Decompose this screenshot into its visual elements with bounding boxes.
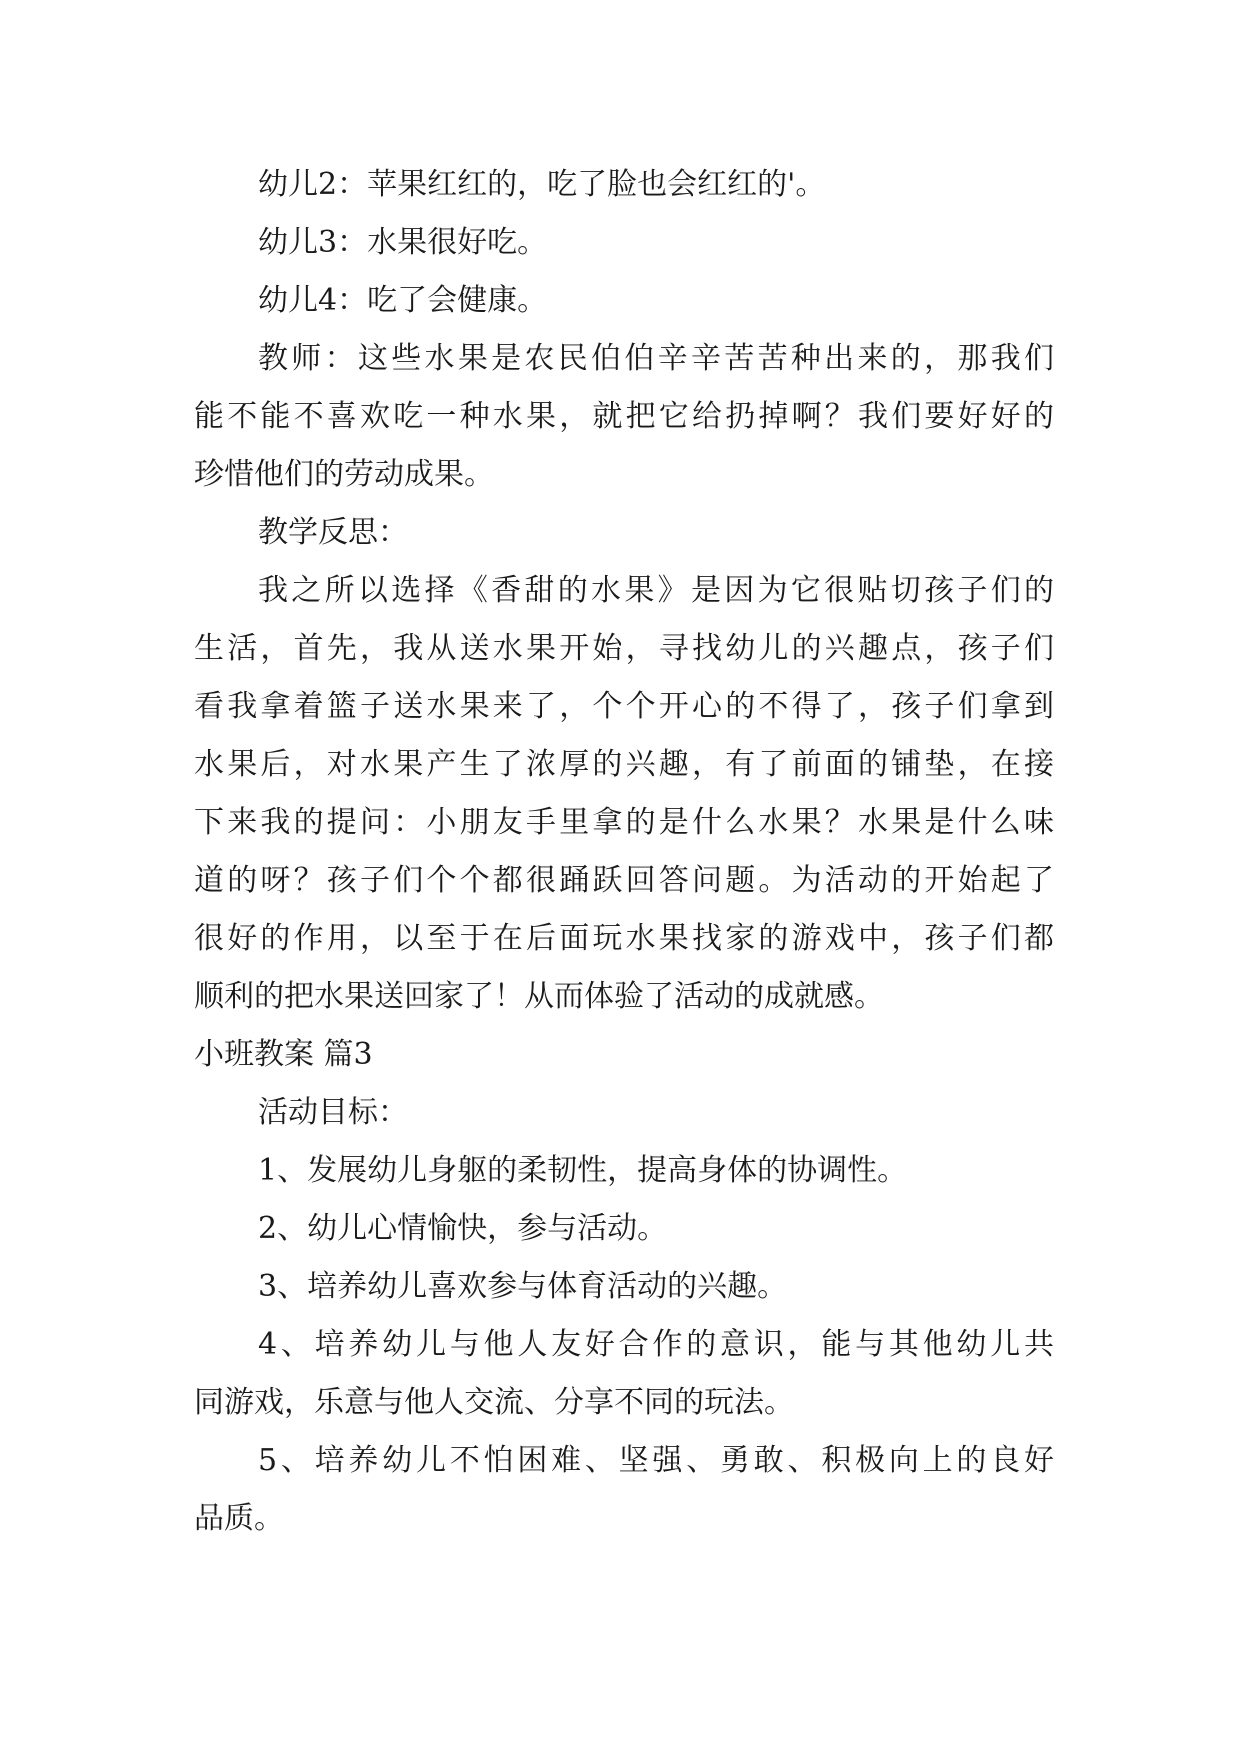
list-item: 2、幼儿心情愉快，参与活动。 <box>258 1211 668 1246</box>
list-item: 4、培养幼儿与他人友好合作的意识，能与其他幼儿共 <box>258 1327 1054 1362</box>
list-item-continuation: 品质。 <box>194 1501 284 1536</box>
paragraph-line: 能不能不喜欢吃一种水果，就把它给扔掉啊？我们要好好的 <box>194 399 1054 434</box>
list-item: 1、发展幼儿身躯的柔韧性，提高身体的协调性。 <box>258 1153 908 1188</box>
paragraph-line: 道的呀？孩子们个个都很踊跃回答问题。为活动的开始起了 <box>194 863 1054 898</box>
paragraph-line: 顺利的把水果送回家了！从而体验了活动的成就感。 <box>194 979 884 1014</box>
dialogue-line: 幼儿4：吃了会健康。 <box>258 283 548 318</box>
paragraph-line: 生活，首先，我从送水果开始，寻找幼儿的兴趣点，孩子们 <box>194 631 1054 666</box>
paragraph-line: 教师：这些水果是农民伯伯辛辛苦苦种出来的，那我们 <box>258 341 1054 376</box>
section-heading: 教学反思： <box>258 515 408 550</box>
page-section-title: 小班教案 篇3 <box>194 1037 373 1072</box>
paragraph-line: 很好的作用，以至于在后面玩水果找家的游戏中，孩子们都 <box>194 921 1054 956</box>
list-item: 3、培养幼儿喜欢参与体育活动的兴趣。 <box>258 1269 788 1304</box>
paragraph-line: 水果后，对水果产生了浓厚的兴趣，有了前面的铺垫，在接 <box>194 747 1054 782</box>
paragraph-line: 珍惜他们的劳动成果。 <box>194 457 494 492</box>
list-item: 5、培养幼儿不怕困难、坚强、勇敢、积极向上的良好 <box>258 1443 1054 1478</box>
dialogue-line: 幼儿2：苹果红红的，吃了脸也会红红的'。 <box>258 167 826 202</box>
list-item-continuation: 同游戏，乐意与他人交流、分享不同的玩法。 <box>194 1385 794 1420</box>
section-heading: 活动目标： <box>258 1095 408 1130</box>
paragraph-line: 我之所以选择《香甜的水果》是因为它很贴切孩子们的 <box>258 573 1054 608</box>
paragraph-line: 看我拿着篮子送水果来了，个个开心的不得了，孩子们拿到 <box>194 689 1054 724</box>
paragraph-line: 下来我的提问：小朋友手里拿的是什么水果？水果是什么味 <box>194 805 1054 840</box>
dialogue-line: 幼儿3：水果很好吃。 <box>258 225 548 260</box>
